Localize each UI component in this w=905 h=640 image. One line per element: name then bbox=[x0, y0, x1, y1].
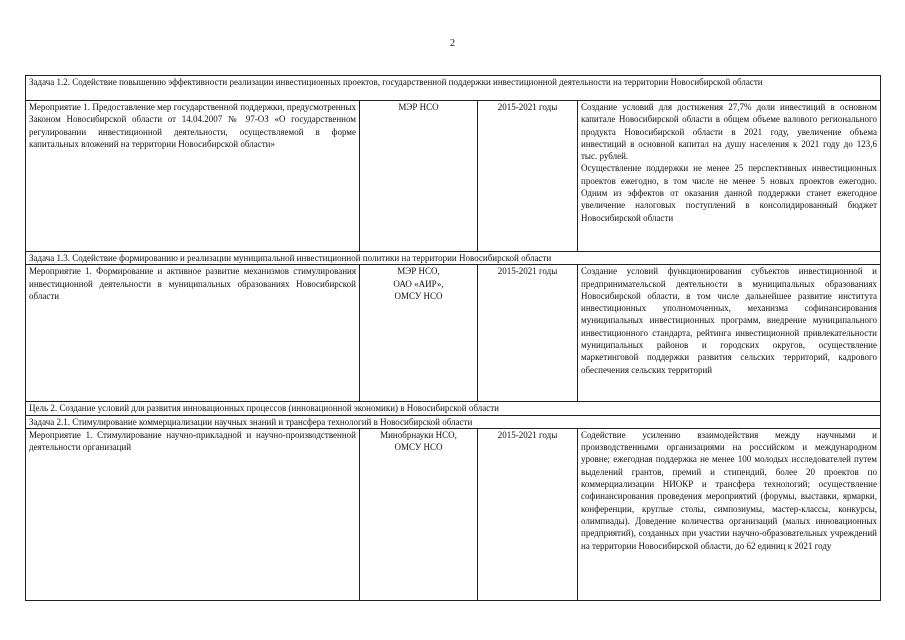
period-cell: 2015-2021 годы bbox=[478, 428, 578, 600]
page-number: 2 bbox=[450, 38, 455, 49]
result-cell: Создание условий функционирования субъектов инвестиционной и предпринимательской деятельности в муниципальных образованиях Новосибирской области, в том числе дальнейшее развитие института инвестиционных уполномоченных, механизма софинансирования муниципальных инвестиционных программ, внедрение муниципального инвестиционного стандарта, рейтинга инвестиционной привлекательности муниципальных районов и городских округов, осуществление маркетинговой поддержки развития сельских территорий, кадрового обеспечения сельских территорий bbox=[578, 265, 881, 402]
goal-2-heading: Цель 2. Создание условий для развития инновационных процессов (инновационной экономики) в Новосибирской области bbox=[26, 402, 881, 415]
task-row bbox=[26, 252, 881, 265]
task-row bbox=[26, 76, 881, 101]
task-row bbox=[26, 415, 881, 428]
result-paragraph: Создание условий для достижения 27,7% доли инвестиций в основном капитале Новосибирской области в общем объеме валового регионального продукта Новосибирской области в 2021 году, увеличение объема инвестиций в основной капитал на душу населения к 2021 году до 123,6 тыс. рублей. bbox=[581, 102, 877, 162]
result-cell: Содействие усилению взаимодействия между научными и производственными организациями на российском и международном уровне; ежегодная поддержка не менее 100 молодых исследователей путем выделений грантов, премий и стипендий, более 20 проектов по коммерциализации НИОКР и трансфера технологий; осуществление софинансирования проведения мероприятий (форумы, выставки, ярмарки, конференции, круглые столы, симпозиумы, мастер-классы, конкурсы, олимпиады). Доведение количества организаций (малых инновационных предприятий), созданных при участии научно-образовательных учреждений на территории Новосибирской области, до 62 единиц к 2021 году bbox=[578, 428, 881, 600]
table-row bbox=[26, 428, 881, 600]
executor-line: ОМСУ НСО bbox=[394, 290, 443, 301]
table-row bbox=[26, 101, 881, 252]
activity-cell: Мероприятие 1. Предоставление мер государственной поддержки, предусмотренных Законом Новосибирской области от 14.04.2007 № 97-ОЗ «О государственном регулировании инвестиционной деятельности, осуществляемой в форме капитальных вложений на территории Новосибирской области» bbox=[26, 101, 360, 252]
executor-cell bbox=[360, 265, 478, 402]
program-measures-table bbox=[25, 75, 881, 601]
goal-row bbox=[26, 402, 881, 415]
task-2-1-heading: Задача 2.1. Стимулирование коммерциализации научных знаний и трансфера технологий в Новосибирской области bbox=[26, 415, 881, 428]
executor-line: ОМСУ НСО bbox=[394, 442, 443, 453]
activity-cell: Мероприятие 1. Формирование и активное развитие механизмов стимулирования инвестиционной деятельности в муниципальных образованиях Новосибирской области bbox=[26, 265, 360, 402]
executor-line: ОАО «АИР», bbox=[393, 278, 444, 289]
executor-cell bbox=[360, 428, 478, 600]
period-cell: 2015-2021 годы bbox=[478, 265, 578, 402]
executor-line: Минобрнауки НСО, bbox=[380, 429, 457, 440]
activity-cell: Мероприятие 1. Стимулирование научно-прикладной и научно-производственной деятельности организаций bbox=[26, 428, 360, 600]
task-1-3-heading: Задача 1.3. Содействие формированию и реализации муниципальной инвестиционной политики на территории Новосибирской области bbox=[26, 252, 881, 265]
task-1-2-heading: Задача 1.2. Содействие повышению эффективности реализации инвестиционных проектов, государственной поддержки инвестиционной деятельности на территории Новосибирской области bbox=[26, 76, 881, 101]
table-row bbox=[26, 265, 881, 402]
executor-cell: МЭР НСО bbox=[360, 101, 478, 252]
result-cell bbox=[578, 101, 881, 252]
executor-line: МЭР НСО, bbox=[397, 266, 440, 277]
period-cell: 2015-2021 годы bbox=[478, 101, 578, 252]
result-paragraph: Осуществление поддержки не менее 25 перспективных инвестиционных проектов ежегодно, в том числе не менее 5 новых проектов ежегодно. Одним из эффектов от оказания данной поддержки станет ежегодное увеличение налоговых поступлений в консолидированный бюджет Новосибирской области bbox=[581, 163, 877, 223]
